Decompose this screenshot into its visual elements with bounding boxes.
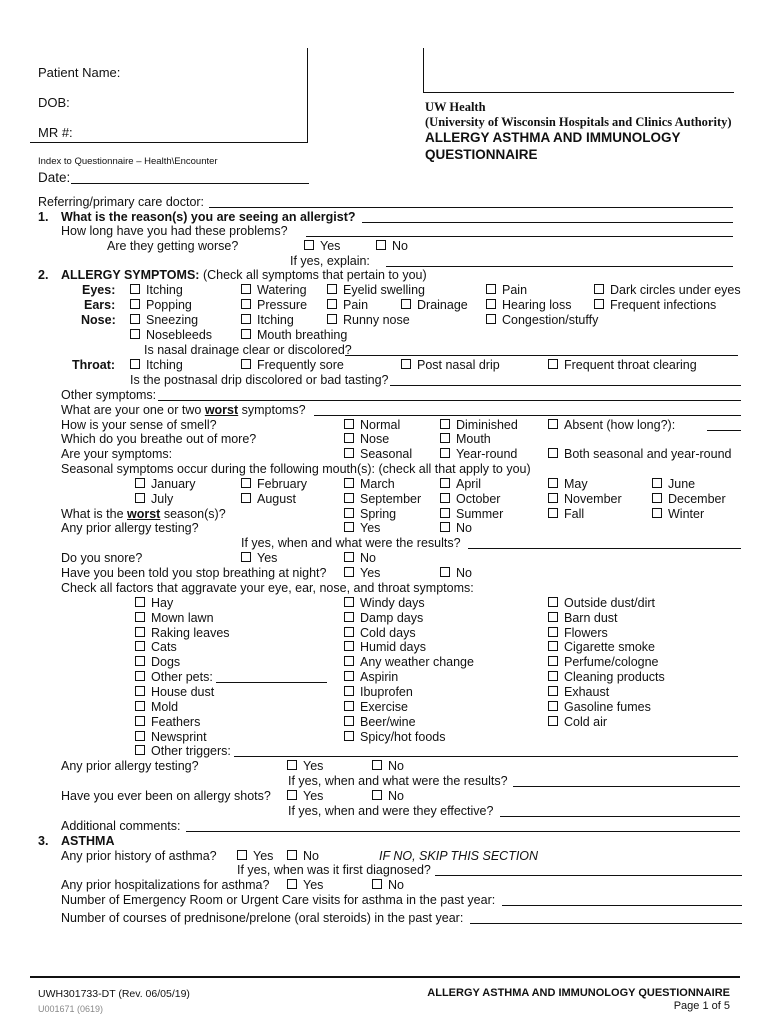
worse-yes-checkbox[interactable]: Yes xyxy=(304,239,340,254)
eyes-pain-checkbox[interactable]: Pain xyxy=(486,283,527,298)
prior-testing-2-label: Any prior allergy testing? xyxy=(61,759,199,773)
nose-congestion-checkbox[interactable]: Congestion/stuffy xyxy=(486,313,598,328)
throat-label: Throat: xyxy=(72,358,116,372)
stop-breathing-no-checkbox[interactable]: No xyxy=(440,566,472,581)
testing-results-2-field[interactable] xyxy=(513,786,740,787)
section2-heading: ALLERGY SYMPTOMS: (Check all symptoms that pertain to you) xyxy=(61,268,427,282)
nose-mouth-breathing-checkbox[interactable]: Mouth breathing xyxy=(241,328,347,343)
season-winter-checkbox[interactable]: Winter xyxy=(652,507,704,522)
year-round-checkbox[interactable]: Year-round xyxy=(440,447,517,462)
factor-barn-dust-checkbox[interactable]: Barn dust xyxy=(548,611,618,626)
nose-nosebleeds-checkbox[interactable]: Nosebleeds xyxy=(130,328,212,343)
factor-damp-days-checkbox[interactable]: Damp days xyxy=(344,611,423,626)
throat-post-nasal-drip-checkbox[interactable]: Post nasal drip xyxy=(401,358,500,373)
season-summer-checkbox[interactable]: Summer xyxy=(440,507,503,522)
testing-results-label: If yes, when and what were the results? xyxy=(241,536,461,550)
eyes-dark-circles-checkbox[interactable]: Dark circles under eyes xyxy=(594,283,741,298)
prior-testing-2-yes-checkbox[interactable]: Yes xyxy=(287,759,323,774)
prior-testing-2-no-checkbox[interactable]: No xyxy=(372,759,404,774)
month-october-checkbox[interactable]: October xyxy=(440,492,500,507)
month-december-checkbox[interactable]: December xyxy=(652,492,726,507)
patient-box-bottom-border xyxy=(30,142,308,143)
hospitalizations-label: Any prior hospitalizations for asthma? xyxy=(61,878,270,892)
testing-results-field[interactable] xyxy=(468,548,741,549)
smell-diminished-checkbox[interactable]: Diminished xyxy=(440,418,518,433)
factor-perfume-checkbox[interactable]: Perfume/cologne xyxy=(548,655,659,670)
explain-label: If yes, explain: xyxy=(290,254,370,268)
factor-beer-wine-checkbox[interactable]: Beer/wine xyxy=(344,715,416,730)
factor-cold-days-checkbox[interactable]: Cold days xyxy=(344,626,416,641)
factor-outside-dust-checkbox[interactable]: Outside dust/dirt xyxy=(548,596,655,611)
factor-spicy-foods-checkbox[interactable]: Spicy/hot foods xyxy=(344,730,445,745)
postnasal-field[interactable] xyxy=(390,385,741,386)
prednisone-label: Number of courses of prednisone/prelone (oral steroids) in the past year: xyxy=(61,911,464,925)
worse-no-checkbox[interactable]: No xyxy=(376,239,408,254)
referring-label: Referring/primary care doctor: xyxy=(38,195,205,209)
prednisone-field[interactable] xyxy=(470,923,742,924)
org-full-name: (University of Wisconsin Hospitals and Clinics Authority) xyxy=(425,115,732,129)
how-long-field[interactable] xyxy=(306,236,733,237)
date-label: Date: xyxy=(38,170,71,185)
nose-itching-checkbox[interactable]: Itching xyxy=(241,313,294,328)
breathe-mouth-checkbox[interactable]: Mouth xyxy=(440,432,491,447)
factor-aspirin-checkbox[interactable]: Aspirin xyxy=(344,670,398,685)
factor-gasoline-fumes-checkbox[interactable]: Gasoline fumes xyxy=(548,700,651,715)
additional-comments-label: Additional comments: xyxy=(61,819,181,833)
ears-popping-checkbox[interactable]: Popping xyxy=(130,298,192,313)
stop-breathing-label: Have you been told you stop breathing at night? xyxy=(61,566,327,580)
footer-rule xyxy=(30,976,740,978)
dob-label: DOB: xyxy=(38,95,70,110)
prior-testing-label: Any prior allergy testing? xyxy=(61,521,199,535)
q1-number: 1. xyxy=(38,210,49,224)
throat-frequently-sore-checkbox[interactable]: Frequently sore xyxy=(241,358,344,373)
stop-breathing-yes-checkbox[interactable]: Yes xyxy=(344,566,380,581)
month-april-checkbox[interactable]: April xyxy=(440,477,481,492)
ears-frequent-infections-checkbox[interactable]: Frequent infections xyxy=(594,298,716,313)
throat-itching-checkbox[interactable]: Itching xyxy=(130,358,183,373)
other-symptoms-field[interactable] xyxy=(158,400,741,401)
ears-hearing-loss-checkbox[interactable]: Hearing loss xyxy=(486,298,571,313)
month-january-checkbox[interactable]: January xyxy=(135,477,195,492)
throat-frequent-clearing-checkbox[interactable]: Frequent throat clearing xyxy=(548,358,697,373)
additional-comments-field[interactable] xyxy=(186,831,740,832)
month-march-checkbox[interactable]: March xyxy=(344,477,395,492)
allergy-shots-label: Have you ever been on allergy shots? xyxy=(61,789,271,803)
factor-house-dust-checkbox[interactable]: House dust xyxy=(135,685,214,700)
smell-label: How is your sense of smell? xyxy=(61,418,217,432)
month-june-checkbox[interactable]: June xyxy=(652,477,695,492)
factor-cold-air-checkbox[interactable]: Cold air xyxy=(548,715,607,730)
month-february-checkbox[interactable]: February xyxy=(241,477,307,492)
factor-feathers-checkbox[interactable]: Feathers xyxy=(135,715,200,730)
diagnosed-label: If yes, when was it first diagnosed? xyxy=(237,863,431,877)
eyes-itching-checkbox[interactable]: Itching xyxy=(130,283,183,298)
smell-normal-checkbox[interactable]: Normal xyxy=(344,418,400,433)
factor-cigarette-smoke-checkbox[interactable]: Cigarette smoke xyxy=(548,640,655,655)
index-label: Index to Questionnaire – Health\Encounter xyxy=(38,156,218,167)
eyes-eyelid-swelling-checkbox[interactable]: Eyelid swelling xyxy=(327,283,425,298)
factor-mown-lawn-checkbox[interactable]: Mown lawn xyxy=(135,611,214,626)
worse-label: Are they getting worse? xyxy=(107,239,239,253)
asthma-history-label: Any prior history of asthma? xyxy=(61,849,217,863)
page-number: Page 1 of 5 xyxy=(673,1000,730,1012)
ears-drainage-checkbox[interactable]: Drainage xyxy=(401,298,468,313)
season-fall-checkbox[interactable]: Fall xyxy=(548,507,584,522)
effective-field[interactable] xyxy=(500,816,740,817)
prior-testing-no-checkbox[interactable]: No xyxy=(440,521,472,536)
factor-raking-leaves-checkbox[interactable]: Raking leaves xyxy=(135,626,230,641)
form-code: U001671 (0619) xyxy=(38,1004,104,1014)
factor-flowers-checkbox[interactable]: Flowers xyxy=(548,626,608,641)
both-seasonal-checkbox[interactable]: Both seasonal and year-round xyxy=(548,447,731,462)
snore-no-checkbox[interactable]: No xyxy=(344,551,376,566)
breathe-nose-checkbox[interactable]: Nose xyxy=(344,432,389,447)
factor-cleaning-products-checkbox[interactable]: Cleaning products xyxy=(548,670,665,685)
section3-number: 3. xyxy=(38,834,49,848)
month-july-checkbox[interactable]: July xyxy=(135,492,173,507)
skip-section-note: IF NO, SKIP THIS SECTION xyxy=(379,849,539,863)
nasal-drainage-label: Is nasal drainage clear or discolored? xyxy=(144,343,352,357)
factor-ibuprofen-checkbox[interactable]: Ibuprofen xyxy=(344,685,413,700)
ears-label: Ears: xyxy=(84,298,116,312)
seasonal-checkbox[interactable]: Seasonal xyxy=(344,447,412,462)
factor-windy-days-checkbox[interactable]: Windy days xyxy=(344,596,425,611)
org-name: UW Health xyxy=(425,100,486,114)
allergy-shots-yes-checkbox[interactable]: Yes xyxy=(287,789,323,804)
nose-label: Nose: xyxy=(81,313,116,327)
testing-results-2-label: If yes, when and what were the results? xyxy=(288,774,508,788)
month-november-checkbox[interactable]: November xyxy=(548,492,622,507)
factor-exhaust-checkbox[interactable]: Exhaust xyxy=(548,685,609,700)
smell-absent-checkbox[interactable]: Absent (how long?): xyxy=(548,418,675,433)
factor-hay-checkbox[interactable]: Hay xyxy=(135,596,173,611)
other-pets-field[interactable] xyxy=(216,682,327,683)
how-long-label: How long have you had these problems? xyxy=(61,224,288,238)
form-title-line2: QUESTIONNAIRE xyxy=(425,147,538,162)
hospitalizations-yes-checkbox[interactable]: Yes xyxy=(287,878,323,893)
date-field[interactable] xyxy=(71,183,309,184)
patient-box-right-border xyxy=(307,48,308,143)
are-your-symptoms-label: Are your symptoms: xyxy=(61,447,173,461)
factor-weather-change-checkbox[interactable]: Any weather change xyxy=(344,655,474,670)
factor-exercise-checkbox[interactable]: Exercise xyxy=(344,700,408,715)
ears-pressure-checkbox[interactable]: Pressure xyxy=(241,298,307,313)
hospitalizations-no-checkbox[interactable]: No xyxy=(372,878,404,893)
mr-label: MR #: xyxy=(38,125,73,140)
factor-other-triggers-checkbox[interactable]: Other triggers: xyxy=(135,744,231,759)
explain-field[interactable] xyxy=(386,266,733,267)
section3-heading: ASTHMA xyxy=(61,834,115,848)
factor-newsprint-checkbox[interactable]: Newsprint xyxy=(135,730,207,745)
factor-other-pets-checkbox[interactable]: Other pets: xyxy=(135,670,213,685)
breathe-label: Which do you breathe out of more? xyxy=(61,432,257,446)
ears-pain-checkbox[interactable]: Pain xyxy=(327,298,368,313)
factors-label: Check all factors that aggravate your eye, ear, nose, and throat symptoms: xyxy=(61,581,474,595)
worst-symptoms-label: What are your one or two worst symptoms? xyxy=(61,403,306,417)
prior-testing-yes-checkbox[interactable]: Yes xyxy=(344,521,380,536)
allergy-shots-no-checkbox[interactable]: No xyxy=(372,789,404,804)
smell-absent-field[interactable] xyxy=(707,430,741,431)
factor-humid-days-checkbox[interactable]: Humid days xyxy=(344,640,426,655)
form-id: UWH301733-DT (Rev. 06/05/19) xyxy=(38,988,190,1000)
season-spring-checkbox[interactable]: Spring xyxy=(344,507,396,522)
month-may-checkbox[interactable]: May xyxy=(548,477,588,492)
nose-runny-nose-checkbox[interactable]: Runny nose xyxy=(327,313,410,328)
factor-mold-checkbox[interactable]: Mold xyxy=(135,700,178,715)
snore-label: Do you snore? xyxy=(61,551,143,565)
effective-label: If yes, when and were they effective? xyxy=(288,804,494,818)
asthma-history-no-checkbox[interactable]: No xyxy=(287,849,319,864)
months-label: Seasonal symptoms occur during the following mouth(s): (check all that apply to you) xyxy=(61,462,531,476)
worst-symptoms-field[interactable] xyxy=(314,415,741,416)
diagnosed-field[interactable] xyxy=(435,875,742,876)
eyes-label: Eyes: xyxy=(82,283,116,297)
other-triggers-field[interactable] xyxy=(234,756,738,757)
er-visits-label: Number of Emergency Room or Urgent Care visits for asthma in the past year: xyxy=(61,893,496,907)
other-symptoms-label: Other symptoms: xyxy=(61,388,157,402)
q1-label: What is the reason(s) you are seeing an allergist? xyxy=(61,210,356,224)
form-title-line1: ALLERGY ASTHMA AND IMMUNOLOGY xyxy=(425,130,681,145)
month-september-checkbox[interactable]: September xyxy=(344,492,421,507)
org-box-left-border xyxy=(423,48,424,93)
factor-cats-checkbox[interactable]: Cats xyxy=(135,640,177,655)
nose-sneezing-checkbox[interactable]: Sneezing xyxy=(130,313,198,328)
eyes-watering-checkbox[interactable]: Watering xyxy=(241,283,307,298)
er-visits-field[interactable] xyxy=(502,905,742,906)
patient-name-label: Patient Name: xyxy=(38,65,121,80)
month-august-checkbox[interactable]: August xyxy=(241,492,296,507)
snore-yes-checkbox[interactable]: Yes xyxy=(241,551,277,566)
q1-field[interactable] xyxy=(362,222,733,223)
org-box-bottom-border xyxy=(423,92,734,93)
postnasal-label: Is the postnasal drip discolored or bad tasting? xyxy=(130,373,389,387)
nasal-drainage-field[interactable] xyxy=(345,355,738,356)
factor-dogs-checkbox[interactable]: Dogs xyxy=(135,655,180,670)
footer-title: ALLERGY ASTHMA AND IMMUNOLOGY QUESTIONNAIRE xyxy=(427,987,730,999)
worst-season-label: What is the worst season(s)? xyxy=(61,507,226,521)
section2-number: 2. xyxy=(38,268,49,282)
asthma-history-yes-checkbox[interactable]: Yes xyxy=(237,849,273,864)
referring-field[interactable] xyxy=(209,207,733,208)
